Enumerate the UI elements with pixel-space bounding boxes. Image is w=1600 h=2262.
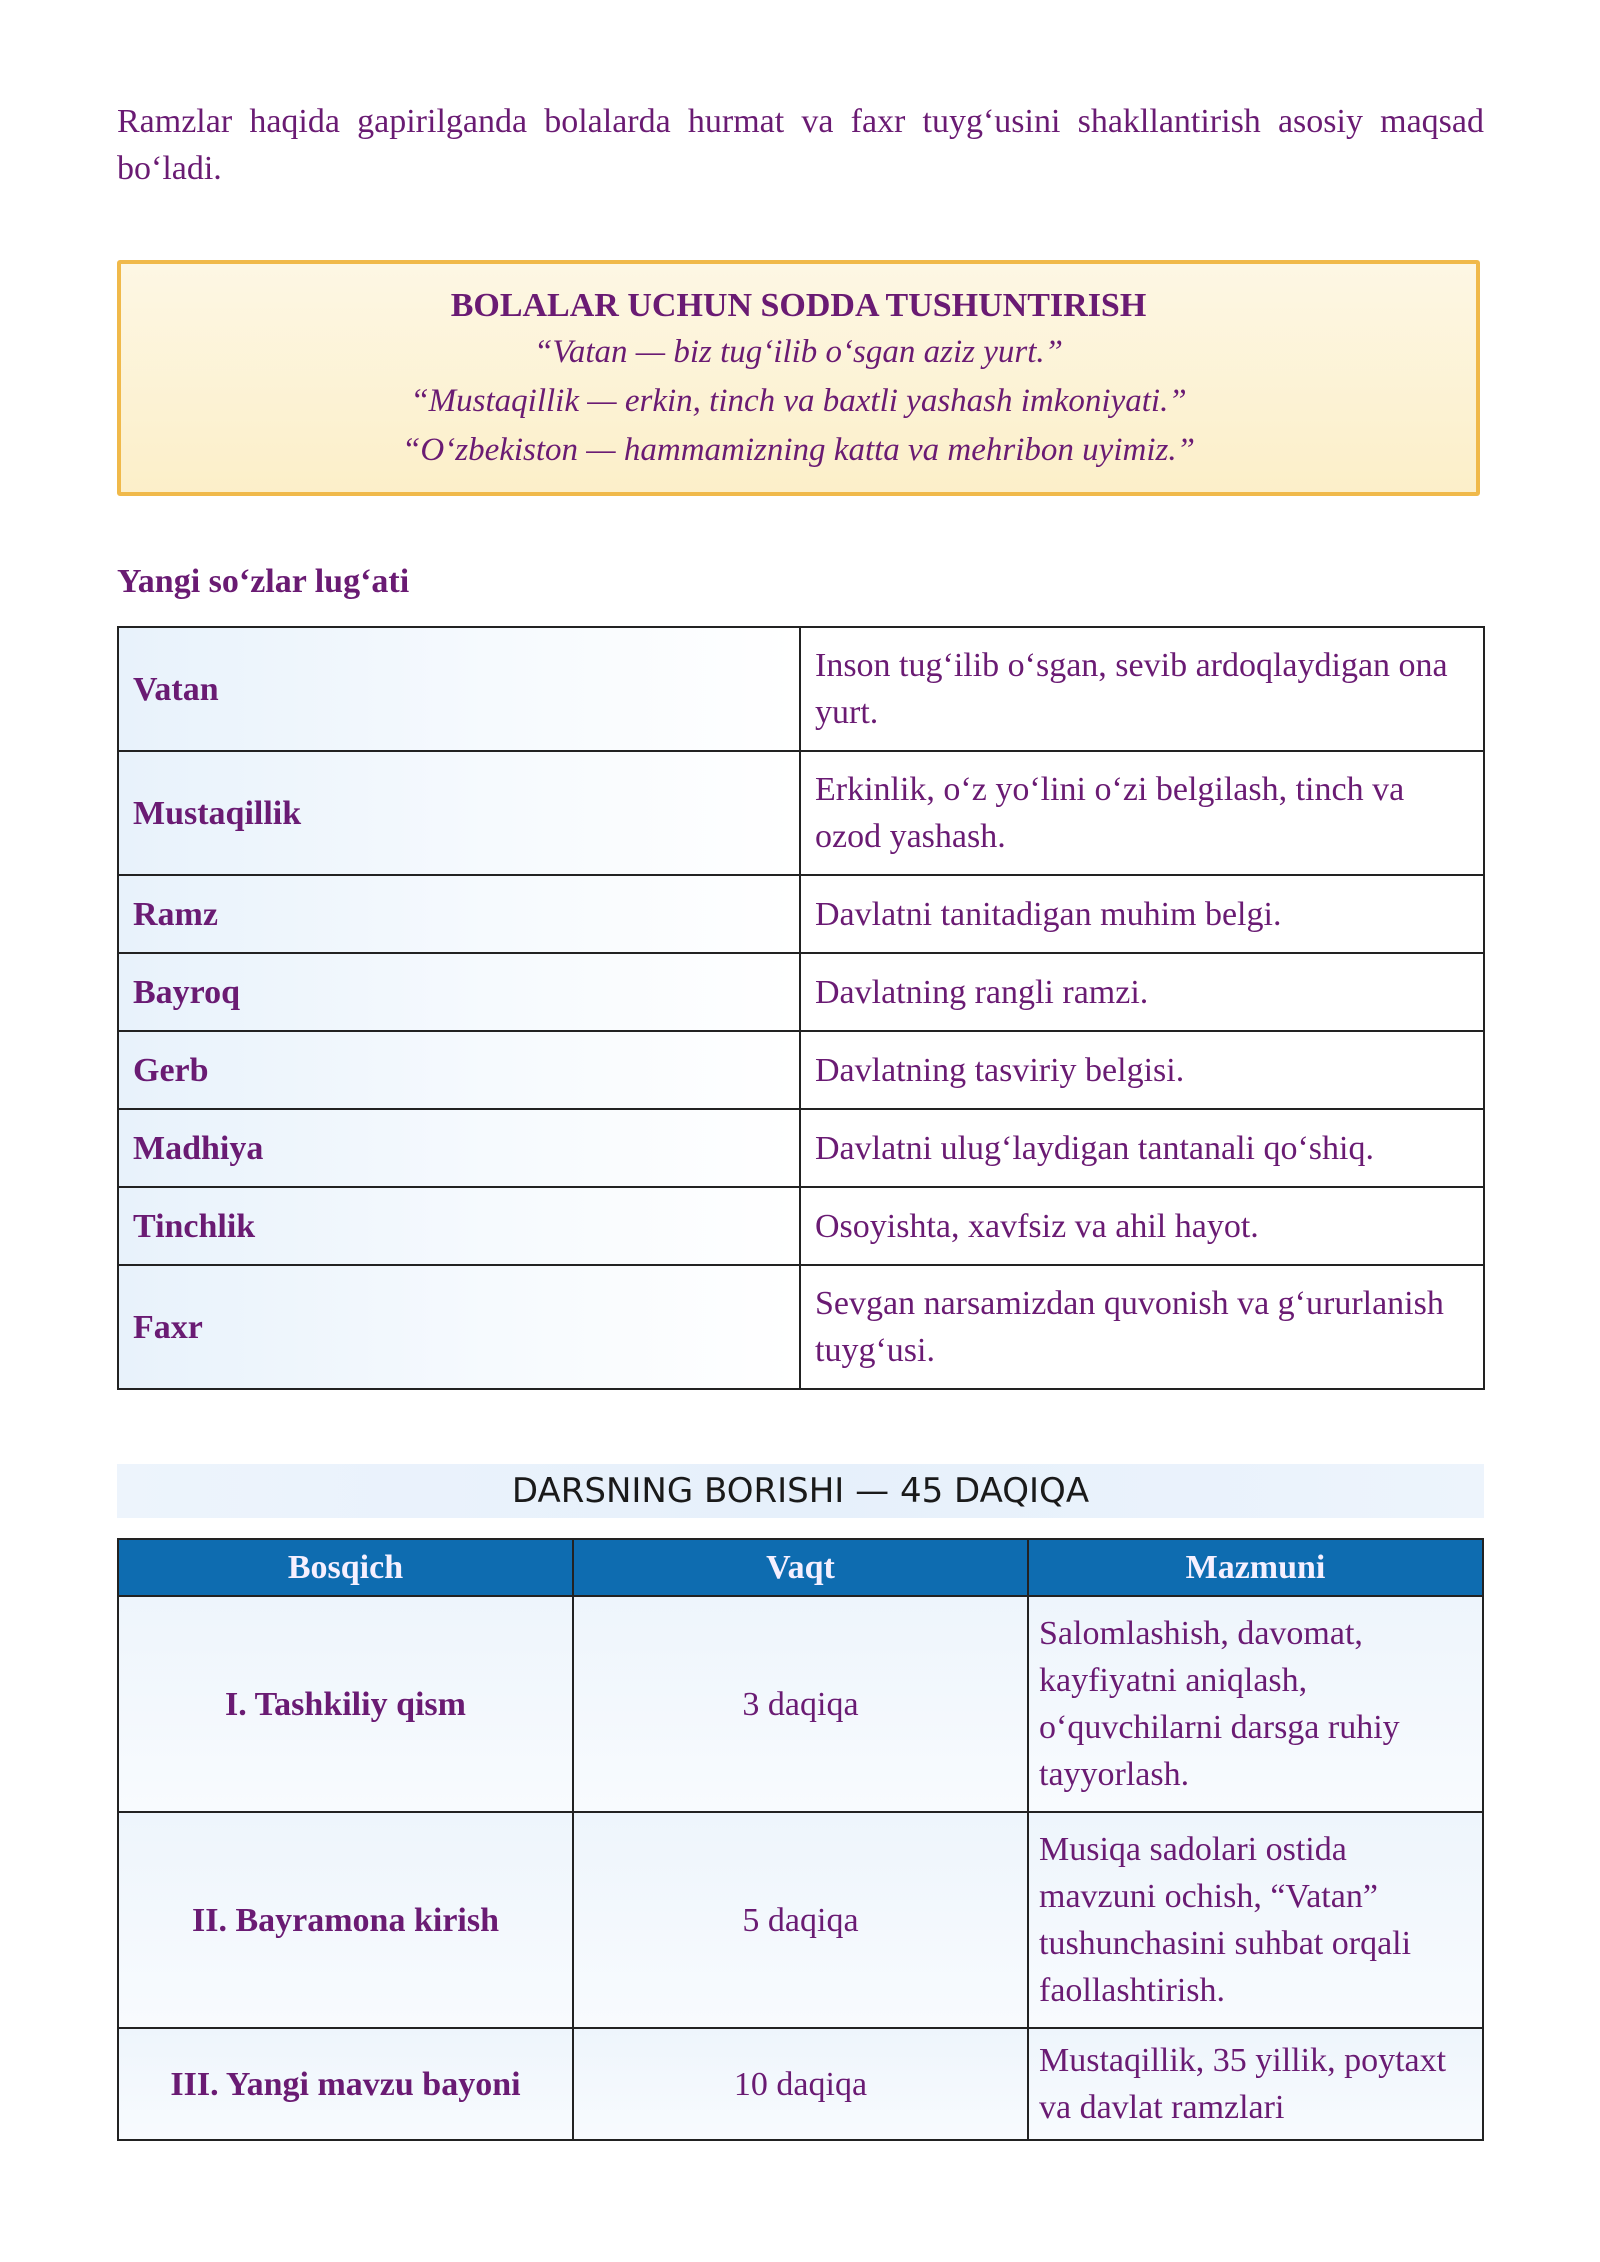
table-row xyxy=(118,1596,1483,1812)
column-header-content: Mazmuni xyxy=(1028,1539,1483,1596)
lesson-stage: I. Tashkiliy qism xyxy=(118,1596,573,1812)
vocab-definition: Davlatni ulug‘laydigan tantanali qo‘shiq. xyxy=(800,1109,1484,1187)
vocab-term: Gerb xyxy=(118,1031,800,1109)
lesson-time: 10 daqiqa xyxy=(573,2028,1028,2140)
table-header-row xyxy=(118,1539,1483,1596)
table-row xyxy=(118,1031,1484,1109)
lesson-content: Salomlashish, davomat, kayfiyatni aniqlash, o‘quvchilarni darsga ruhiy tayyorlash. xyxy=(1028,1596,1483,1812)
table-row xyxy=(118,1109,1484,1187)
vocab-definition: Osoyishta, xavfsiz va ahil hayot. xyxy=(800,1187,1484,1265)
column-header-stage: Bosqich xyxy=(118,1539,573,1596)
callout-title: BOLALAR UCHUN SODDA TUSHUNTIRISH xyxy=(450,287,1147,324)
table-row xyxy=(118,1265,1484,1389)
lesson-stage: II. Bayramona kirish xyxy=(118,1812,573,2028)
lesson-content: Musiqa sadolari ostida mavzuni ochish, “Vatan” tushunchasini suhbat orqali faollashtirish. xyxy=(1028,1812,1483,2028)
vocab-definition: Davlatning rangli ramzi. xyxy=(800,953,1484,1031)
vocab-definition: Davlatni tanitadigan muhim belgi. xyxy=(800,875,1484,953)
lesson-content: Mustaqillik, 35 yillik, poytaxt va davlat ramzlari xyxy=(1028,2028,1483,2140)
vocab-definition: Erkinlik, o‘z yo‘lini o‘zi belgilash, tinch va ozod yashash. xyxy=(800,751,1484,875)
vocab-term: Bayroq xyxy=(118,953,800,1031)
lesson-time: 3 daqiqa xyxy=(573,1596,1028,1812)
vocab-definition: Inson tug‘ilib o‘sgan, sevib ardoqlaydigan ona yurt. xyxy=(800,627,1484,751)
vocab-term: Faxr xyxy=(118,1265,800,1389)
column-header-time: Vaqt xyxy=(573,1539,1028,1596)
vocab-term: Mustaqillik xyxy=(118,751,800,875)
table-row xyxy=(118,627,1484,751)
intro-paragraph: Ramzlar haqida gapirilganda bolalarda hurmat va faxr tuyg‘usini shakllantirish asosiy maqsad bo‘ladi. xyxy=(117,103,1484,187)
callout-line: “O‘zbekiston — hammamizning katta va mehribon uyimiz.” xyxy=(402,432,1195,468)
lesson-time: 5 daqiqa xyxy=(573,1812,1028,2028)
vocab-definition: Sevgan narsamizdan quvonish va g‘ururlanish tuyg‘usi. xyxy=(800,1265,1484,1389)
vocab-term: Madhiya xyxy=(118,1109,800,1187)
explanation-callout xyxy=(117,260,1480,496)
table-row xyxy=(118,2028,1483,2140)
callout-line: “Vatan — biz tug‘ilib o‘sgan aziz yurt.” xyxy=(534,334,1063,370)
table-row xyxy=(118,1812,1483,2028)
vocabulary-heading: Yangi so‘zlar lug‘ati xyxy=(117,563,410,600)
vocab-term: Tinchlik xyxy=(118,1187,800,1265)
table-row xyxy=(118,1187,1484,1265)
lesson-plan-table xyxy=(117,1538,1484,2141)
vocab-term: Vatan xyxy=(118,627,800,751)
lesson-plan-banner: DARSNING BORISHI — 45 DAQIQA xyxy=(117,1464,1484,1518)
lesson-stage: III. Yangi mavzu bayoni xyxy=(118,2028,573,2140)
table-row xyxy=(118,875,1484,953)
callout-line: “Mustaqillik — erkin, tinch va baxtli yashash imkoniyati.” xyxy=(410,383,1187,419)
table-row xyxy=(118,751,1484,875)
vocab-definition: Davlatning tasviriy belgisi. xyxy=(800,1031,1484,1109)
vocab-term: Ramz xyxy=(118,875,800,953)
table-row xyxy=(118,953,1484,1031)
vocabulary-table xyxy=(117,626,1485,1390)
